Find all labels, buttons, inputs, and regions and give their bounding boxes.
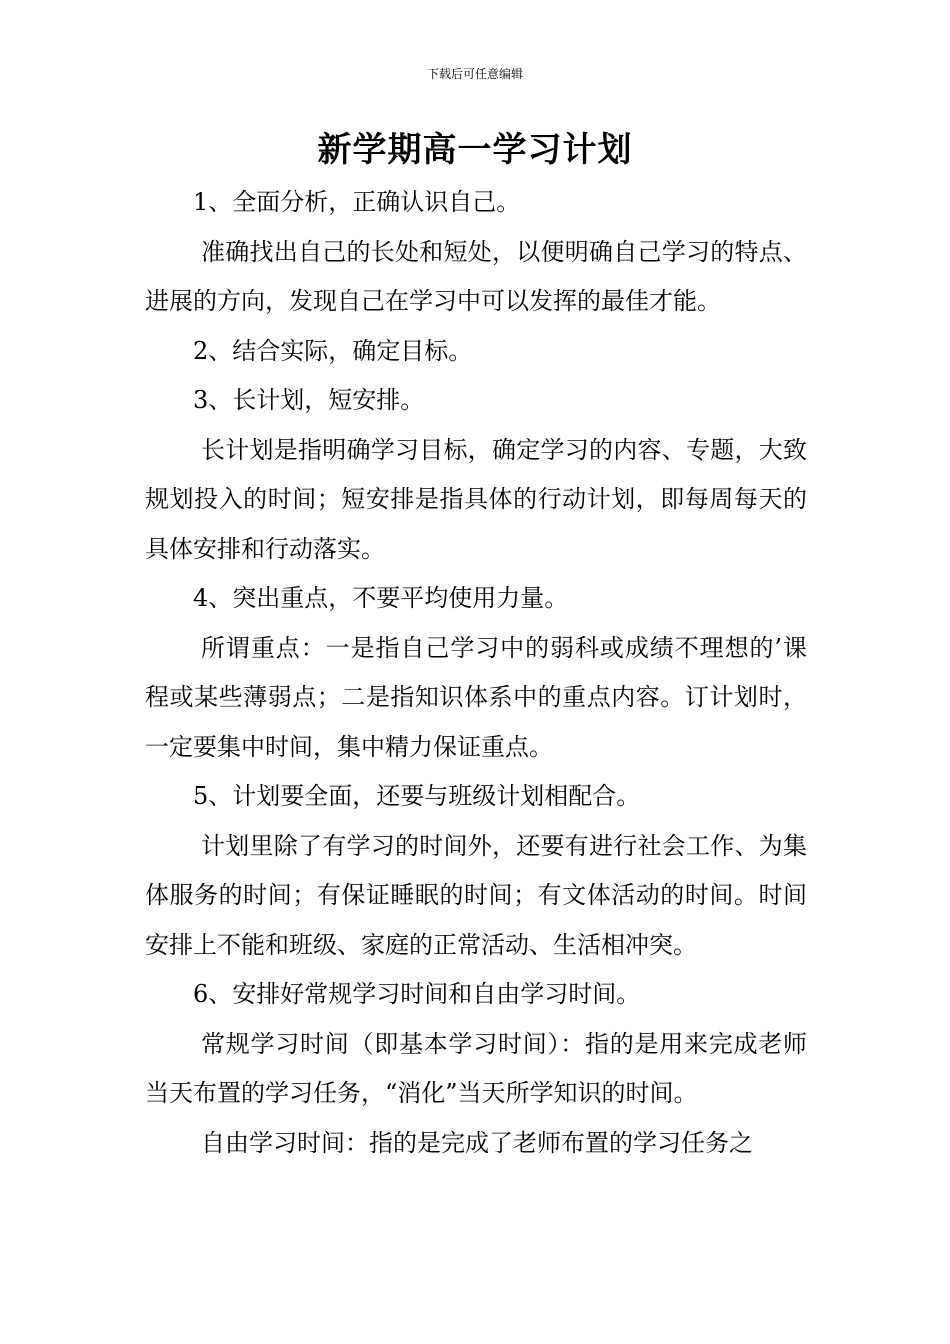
document-body bbox=[145, 178, 807, 1168]
section-heading-6: 6、安排好常规学习时间和自由学习时间。 bbox=[193, 980, 641, 1008]
paragraph-5: 计划里除了有学习的时间外，还要有进行社会工作、为集体服务的时间；有保证睡眠的时间；有文体活动的时间。时间安排上不能和班级、家庭的正常活动、生活相冲突。 bbox=[145, 831, 807, 959]
section-heading-1: 1、全面分析，正确认识自己。 bbox=[193, 188, 521, 216]
paragraph-4: 所谓重点：一是指自己学习中的弱科或成绩不理想的’课程或某些薄弱点；二是指知识体系中的重点内容。订计划时，一定要集中时间，集中精力保证重点。 bbox=[145, 633, 807, 761]
paragraph-6b: 自由学习时间：指的是完成了老师布置的学习任务之 bbox=[201, 1128, 753, 1157]
section-heading-3: 3、长计划，短安排。 bbox=[193, 386, 425, 414]
section-heading-2: 2、结合实际，确定目标。 bbox=[193, 336, 473, 365]
paragraph-3: 长计划是指明确学习目标，确定学习的内容、专题，大致规划投入的时间；短安排是指具体的行动计划，即每周每天的具体安排和行动落实。 bbox=[145, 435, 807, 563]
section-heading-5: 5、计划要全面，还要与班级计划相配合。 bbox=[193, 782, 641, 810]
paragraph-1: 准确找出自己的长处和短处，以便明确自己学习的特点、进展的方向，发现自己在学习中可以发挥的最佳才能。 bbox=[145, 237, 807, 315]
header-note: 下载后可任意编辑 bbox=[426, 67, 523, 81]
section-heading-4: 4、突出重点，不要平均使用力量。 bbox=[193, 584, 569, 612]
document-title: 新学期高一学习计划 bbox=[317, 130, 633, 170]
paragraph-6a: 常规学习时间（即基本学习时间）：指的是用来完成老师当天布置的学习任务，“消化”当天所学知识的时间。 bbox=[145, 1029, 807, 1107]
